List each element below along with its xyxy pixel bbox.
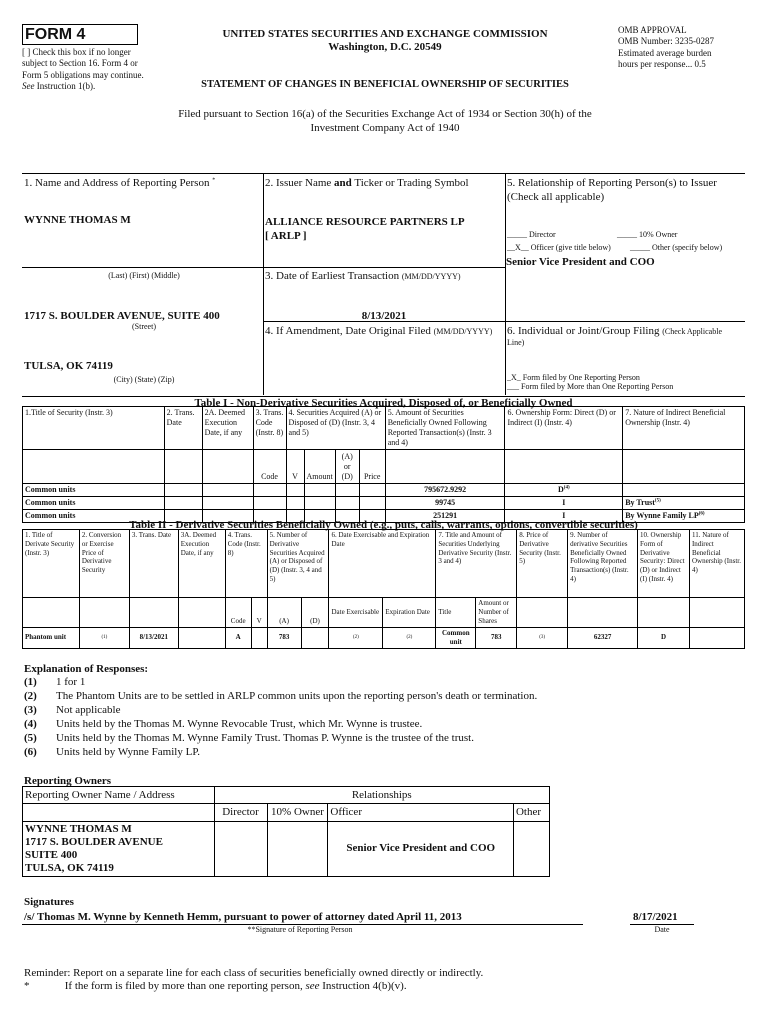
- list-item: (2) The Phantom Units are to be settled in ARLP common units upon the reporting person's death or termination.: [24, 690, 538, 702]
- t1-h-deemed: 2A. Deemed Execution Date, if any: [202, 407, 253, 450]
- t2-h-exercisable: 6. Date Exercisable and Expiration Date: [329, 530, 436, 598]
- ro-h-ten: 10% Owner: [267, 804, 328, 821]
- t2-sub-v: V: [251, 598, 267, 628]
- t1-h-owned: 5. Amount of Securities Beneficially Owned Following Reported Transaction(s) (Instr. 3 and 4): [385, 407, 505, 450]
- explanations-heading: Explanation of Responses:: [24, 663, 149, 675]
- director-checkbox[interactable]: _____ Director: [507, 230, 556, 239]
- city-caption: (City) (State) (Zip): [113, 375, 175, 384]
- agency-name: UNITED STATES SECURITIES AND EXCHANGE COMMISSION: [222, 28, 548, 40]
- agency-location: Washington, D.C. 20549: [328, 41, 442, 53]
- ro-h-director: Director: [214, 804, 267, 821]
- t2-sub-code: Code: [225, 598, 251, 628]
- signature-text: /s/ Thomas M. Wynne by Kenneth Hemm, pursuant to power of attorney dated April 11, 2013: [24, 911, 462, 923]
- ro-h-officer: Officer: [328, 804, 514, 821]
- issuer-name: ALLIANCE RESOURCE PARTNERS LP [ ARLP ]: [265, 216, 465, 243]
- table-row: Common units 795672.9292 $D^{(4)}$: [23, 484, 745, 497]
- t2-sub-date-ex: Date Exercisable: [329, 598, 383, 628]
- t2-h-owned: 9. Number of derivative Securities Beneficially Owned Following Reported Transaction(s) (Instr. 4): [568, 530, 638, 598]
- box4-label: 4. If Amendment, Date Original Filed (MM/DD/YYYY): [265, 325, 493, 337]
- officer-checkbox[interactable]: __X__ Officer (give title below): [507, 243, 611, 252]
- t2-sub-a: (A): [267, 598, 301, 628]
- other-checkbox[interactable]: _____ Other (specify below): [630, 243, 723, 252]
- t1-h-nature: 7. Nature of Indirect Beneficial Ownership (Instr. 4): [623, 407, 745, 450]
- omb-approval: OMB APPROVAL OMB Number: 3235-0287 Estimated average burden hours per response... 0.5: [618, 25, 714, 69]
- no-longer-subject-note: [ ] Check this box if no longer subject to Section 16. Form 4 or Form 5 obligations may continue. See Instruction 1(b).: [22, 47, 144, 91]
- t1-sub-v: V: [286, 450, 304, 484]
- t1-sub-price: Price: [359, 450, 385, 484]
- t2-sub-title: Title: [436, 598, 476, 628]
- filed-pursuant: Filed pursuant to Section 16(a) of the Securities Exchange Act of 1934 or Section 30(h) of the Investment Company Act of 1940: [178, 108, 592, 135]
- single-filer-option[interactable]: _X_ Form filed by One Reporting Person: [507, 373, 640, 382]
- table-row: Phantom unit (1) 8/13/2021 A 783 (2) (2) Common unit 783 (3) 62327 D: [23, 628, 745, 649]
- list-item: (4) Units held by the Thomas M. Wynne Revocable Trust, which Mr. Wynne is trustee.: [24, 718, 423, 730]
- box6-label: 6. Individual or Joint/Group Filing (Check Applicable Line): [507, 325, 722, 348]
- box3-label: 3. Date of Earliest Transaction (MM/DD/YYYY): [265, 270, 461, 282]
- earliest-transaction-date: 8/13/2021: [361, 310, 407, 322]
- t1-sub-a-or-d: (A) or (D): [335, 450, 359, 484]
- date-caption: Date: [654, 925, 670, 934]
- reminder: Reminder: Report on a separate line for each class of securities beneficially owned directly or indirectly.: [24, 967, 484, 979]
- t1-h-code: 3. Trans. Code (Instr. 8): [253, 407, 286, 450]
- list-item: (1) 1 for 1: [24, 676, 86, 688]
- form-title: FORM 4: [25, 26, 86, 43]
- signature-caption: **Signature of Reporting Person: [247, 925, 353, 934]
- reporting-person-name: WYNNE THOMAS M: [24, 214, 131, 226]
- t1-h-title: 1.Title of Security (Instr. 3): [23, 407, 165, 450]
- t2-h-nature: 11. Nature of Indirect Beneficial Ownership (Instr. 4): [689, 530, 744, 598]
- t2-h-number: 5. Number of Derivative Securities Acquired (A) or Disposed of (D) (Instr. 3, 4 and 5): [267, 530, 329, 598]
- t2-h-title: 1. Title of Derivate Security (Instr. 3): [23, 530, 80, 598]
- ro-h-other: Other: [513, 804, 549, 821]
- box5-label: 5. Relationship of Reporting Person(s) to Issuer (Check all applicable): [507, 177, 717, 204]
- t1-sub-code: Code: [253, 450, 286, 484]
- reporting-person-street: 1717 S. BOULDER AVENUE, SUITE 400: [24, 310, 220, 322]
- t2-h-form: 10. Ownership Form of Derivative Security: Direct (D) or Indirect (I) (Instr. 4): [638, 530, 690, 598]
- list-item: (6) Units held by Wynne Family LP.: [24, 746, 200, 758]
- t2-sub-exp: Expiration Date: [383, 598, 436, 628]
- form-title-box: [22, 24, 138, 45]
- officer-title: Senior Vice President and COO: [506, 256, 655, 268]
- table1-title: Table I - Non-Derivative Securities Acquired, Disposed of, or Beneficially Owned: [194, 397, 573, 409]
- ten-pct-owner-checkbox[interactable]: _____ 10% Owner: [617, 230, 678, 239]
- statement-title: STATEMENT OF CHANGES IN BENEFICIAL OWNERSHIP OF SECURITIES: [201, 79, 569, 90]
- table-row: Common units 251291 I By Wynne Family LP$^{(6)}$: [23, 510, 745, 523]
- street-caption: (Street): [132, 322, 156, 331]
- table-row: Common units 99745 I By Trust$^{(5)}$: [23, 497, 745, 510]
- t2-sub-amount: Amount or Number of Shares: [476, 598, 517, 628]
- t1-h-acquired: 4. Securities Acquired (A) or Disposed of (D) (Instr. 3, 4 and 5): [286, 407, 385, 450]
- t2-h-underlying: 7. Title and Amount of Securities Underlying Derivative Security (Instr. 3 and 4): [436, 530, 517, 598]
- t2-sub-d: (D): [301, 598, 329, 628]
- list-item: (5) Units held by the Thomas M. Wynne Family Trust. Thomas P. Wynne is the trustee of the trust.: [24, 732, 474, 744]
- reporting-person-city: TULSA, OK 74119: [24, 360, 113, 372]
- table2-title: Table II - Derivative Securities Beneficially Owned (e.g., puts, calls, warrants, options, convertible securities): [129, 519, 638, 531]
- table-row: WYNNE THOMAS M 1717 S. BOULDER AVENUE SUITE 400 TULSA, OK 74119 Senior Vice President and COO: [23, 821, 550, 876]
- t2-h-deemed: 3A. Deemed Execution Date, if any: [178, 530, 225, 598]
- reporting-owners-heading: Reporting Owners: [24, 775, 112, 787]
- table2: [22, 529, 745, 649]
- box2-label: 2. Issuer Name and Ticker or Trading Symbol: [265, 177, 469, 189]
- reporting-owners-table: [22, 786, 550, 877]
- t1-h-date: 2. Trans. Date: [164, 407, 202, 450]
- list-item: (3) Not applicable: [24, 704, 121, 716]
- t2-h-code: 4. Trans. Code (Instr. 8): [225, 530, 267, 598]
- t1-h-form: 6. Ownership Form: Direct (D) or Indirect (I) (Instr. 4): [505, 407, 623, 450]
- reporting-person-boxes: [22, 173, 745, 397]
- multi-filer-note: * If the form is filed by more than one reporting person, see Instruction 4(b)(v).: [24, 980, 407, 992]
- t2-h-price: 8. Price of Derivative Security (Instr. 5): [517, 530, 568, 598]
- t2-h-date: 3. Trans. Date: [129, 530, 178, 598]
- signatures-heading: Signatures: [24, 896, 74, 908]
- table1: [22, 406, 745, 523]
- t2-h-conv: 2. Conversion or Exercise Price of Derivative Security: [79, 530, 129, 598]
- ro-h-relationships: Relationships: [214, 787, 549, 804]
- box1-label: 1. Name and Address of Reporting Person *: [24, 177, 216, 189]
- signature-date: 8/17/2021: [633, 911, 678, 923]
- explanations-list: [24, 675, 744, 759]
- group-filer-option[interactable]: ___ Form filed by More than One Reporting Person: [507, 382, 674, 391]
- ro-h-name: Reporting Owner Name / Address: [23, 787, 215, 804]
- name-caption: (Last) (First) (Middle): [108, 271, 180, 280]
- t1-sub-amount: Amount: [304, 450, 335, 484]
